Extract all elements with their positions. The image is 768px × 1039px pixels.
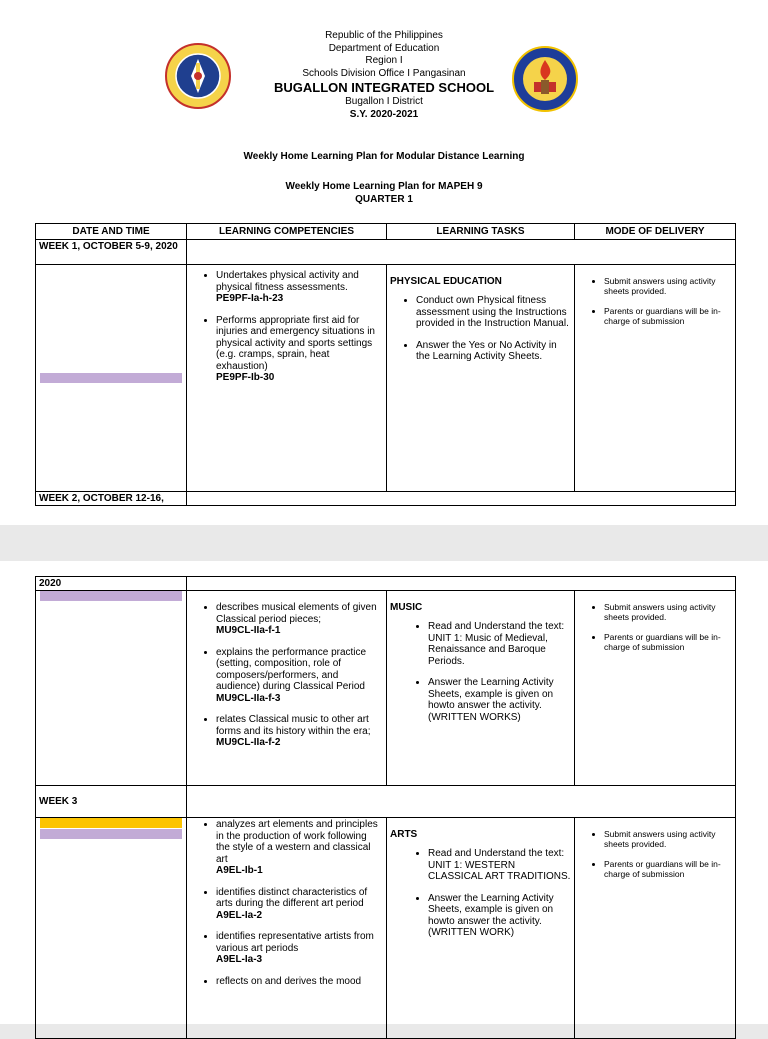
subject-title: Weekly Home Learning Plan for MAPEH 9 [285,181,483,192]
subject-label-music: MUSIC [390,602,423,613]
list-item: • identifies representative artists from various art periods A9EL-Ia-3 [216,931,383,966]
week1-tasks-cell [387,265,575,492]
week2-competencies-cell [187,591,387,786]
learning-plan-table [35,223,736,506]
subject-title-block [0,180,768,206]
list-item: • Answer the Learning Activity Sheets, example is given on howto answer the activity. (WRITTEN WORK) [428,893,571,939]
week2-tasks-cell [387,591,575,786]
col-header-date: DATE AND TIME [36,224,187,240]
week2-date-cell [36,591,187,786]
subject-label-arts: ARTS [390,829,418,840]
list-item: • describes musical elements of given Classical period pieces; MU9CL-IIa-f-1 [216,602,383,637]
highlight-bar [40,591,182,601]
week3-tasks-cell [387,818,575,1039]
learning-plan-table-continued [35,576,736,1039]
highlight-bar [40,373,182,383]
week1-mode-cell [575,265,736,492]
week3-mode-cell [575,818,736,1039]
list-item: • Submit answers using activity sheets provided. [604,829,732,849]
list-item: • Performs appropriate first aid for injuries and emergency situations in physical activity and sports settings (e.g. cramps, sprain, heat exhaustion) PE9PF-Ib-30 [216,315,383,384]
header-district: Bugallon I District [345,96,423,107]
week2-label-part1: WEEK 2, OCTOBER 12-16, [36,492,187,506]
list-item: • Parents or guardians will be in- charge of submission [604,306,732,326]
week1-label-spacer [187,240,736,265]
highlight-bar [40,829,182,839]
school-year: S.Y. 2020-2021 [349,108,419,120]
week3-competencies-cell [187,818,387,1039]
week2-year-spacer [187,577,736,591]
plan-title: Weekly Home Learning Plan for Modular Distance Learning [243,151,525,162]
highlight-bar-yellow [40,818,182,828]
week3-label: WEEK 3 [36,786,187,818]
list-item: • Read and Understand the text: UNIT 1: Music of Medieval, Renaissance and Baroque Periods. [428,621,571,667]
list-item: • Parents or guardians will be in- charge of submission [604,632,732,652]
week3-date-cell [36,818,187,1039]
week3-label-spacer [187,786,736,818]
week1-content-row [36,265,736,492]
list-item: • Undertakes physical activity and physical fitness assessments. PE9PF-Ia-h-23 [216,270,383,305]
week3-content-row [36,818,736,1039]
list-item: • relates Classical music to other art forms and its history within the era; MU9CL-IIa-f-2 [216,714,383,749]
letterhead [0,30,768,121]
week3-label-row [36,786,736,818]
week1-label: WEEK 1, OCTOBER 5-9, 2020 [36,240,187,265]
quarter-title: QUARTER 1 [355,194,413,205]
week2-label-row-top [36,492,736,506]
page-gap [0,525,768,561]
col-header-tasks: LEARNING TASKS [387,224,575,240]
list-item: • Submit answers using activity sheets provided. [604,276,732,296]
col-header-mode: MODE OF DELIVERY [575,224,736,240]
table-header-row [36,224,736,240]
list-item: • explains the performance practice (setting, composition, role of composers/performers, and audience) during Classical Period MU9CL-IIa-f-3 [216,647,383,705]
school-name: BUGALLON INTEGRATED SCHOOL [273,80,495,95]
week2-content-row [36,591,736,786]
week2-label-row [36,577,736,591]
list-item: • Conduct own Physical fitness assessment using the Instructions provided in the Instruction Manual. [416,295,571,330]
week1-label-row [36,240,736,265]
week1-competencies-cell [187,265,387,492]
list-item: • Read and Understand the text: UNIT 1: WESTERN CLASSICAL ART TRADITIONS. [428,848,571,883]
header-line-republic: Republic of the Philippines [325,30,443,41]
week2-mode-cell [575,591,736,786]
list-item: • Answer the Yes or No Activity in the Learning Activity Sheets. [416,340,571,363]
header-line-region: Region I [365,55,403,66]
list-item: • identifies distinct characteristics of arts during the different art period A9EL-Ia-2 [216,887,383,922]
week1-date-cell [36,265,187,492]
col-header-competencies: LEARNING COMPETENCIES [187,224,387,240]
subject-label-pe: PHYSICAL EDUCATION [390,276,502,287]
list-item: • Parents or guardians will be in- charge of submission [604,859,732,879]
header-line-department: Department of Education [328,42,440,54]
week2-label-spacer [187,492,736,506]
list-item: • Answer the Learning Activity Sheets, example is given on howto answer the activity. (WRITTEN WORKS) [428,677,571,723]
list-item: • reflects on and derives the mood [216,976,383,988]
header-line-division: Schools Division Office I Pangasinan [302,67,466,79]
list-item: • Submit answers using activity sheets provided. [604,602,732,622]
list-item: • analyzes art elements and principles in the production of work following the style of a western and classical art A9EL-Ib-1 [216,819,383,877]
week2-label-part2: 2020 [36,577,187,591]
